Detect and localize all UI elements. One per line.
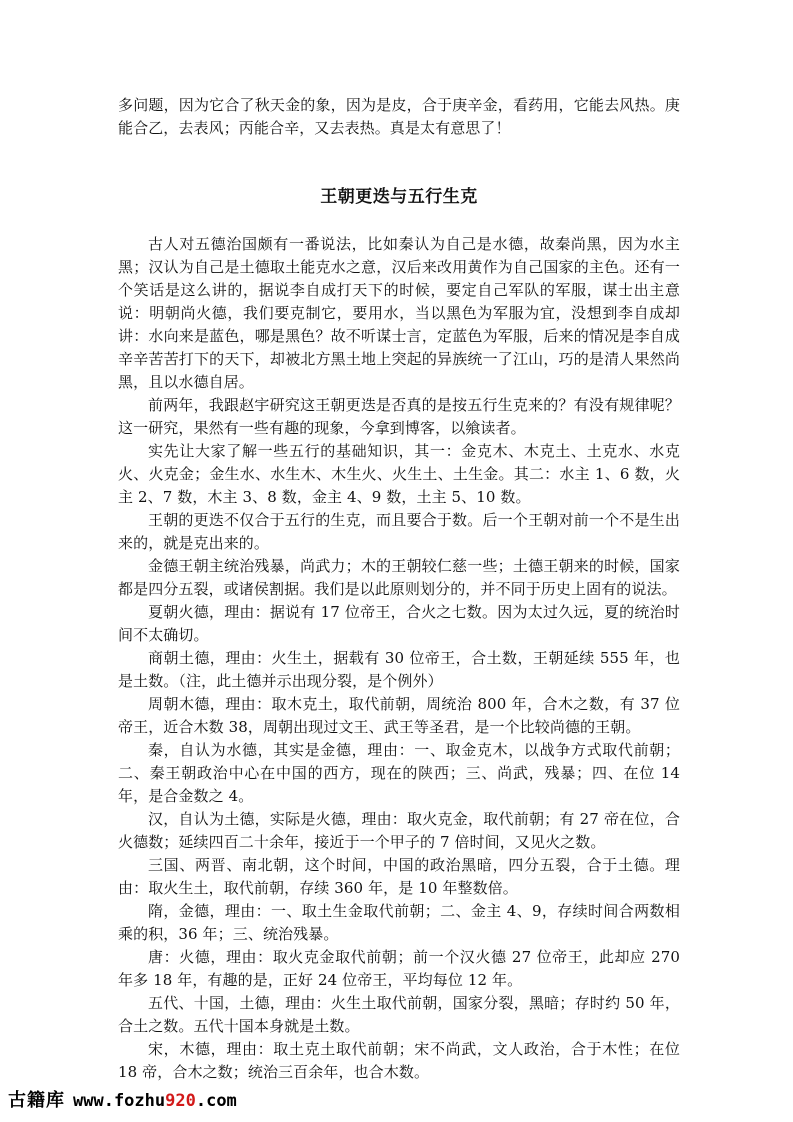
body-paragraph: 宋，木德，理由：取土克土取代前朝；宋不尚武，文人政治，合于木性；在位 18 帝，合木之数；统治三百余年，也合木数。 xyxy=(118,1040,680,1081)
site-url-suffix: .com xyxy=(195,1091,237,1111)
body-paragraph: 周朝木德，理由：取木克土，取代前朝，周统治 800 年，合木之数，有 37 位帝王，近合木数 38，周朝出现过文王、武王等圣君，是一个比较尚德的王朝。 xyxy=(118,695,680,736)
body-paragraph: 商朝土德，理由：火生土，据载有 30 位帝王，合土数，王朝延续 555 年，也是土数。（注，此土德并示出现分裂，是个例外） xyxy=(118,649,680,690)
site-url-accent: 920 xyxy=(165,1091,196,1111)
body-paragraph: 夏朝火德，理由：据说有 17 位帝王，合火之七数。因为太过久远，夏的统治时间不太确切。 xyxy=(118,603,680,644)
site-brand: 古籍库 xyxy=(8,1090,65,1111)
document-page xyxy=(118,94,680,1084)
intro-paragraph: 多问题，因为它合了秋天金的象，因为是皮，合于庚辛金，看药用，它能去风热。庚能合乙，去表风；丙能合辛，又去表热。真是太有意思了！ xyxy=(118,96,680,137)
article-title: 王朝更迭与五行生克 xyxy=(320,187,478,207)
body-paragraph: 实先让大家了解一些五行的基础知识，其一：金克木、木克土、土克水、水克火、火克金；金生水、水生木、木生火、火生土、土生金。其二：水主 1、6 数，火主 2、7 数，木主 3、8 数，金主 4、9 数，土主 5、10 数。 xyxy=(118,442,680,506)
body-paragraph: 古人对五德治国颇有一番说法，比如秦认为自己是水德，故秦尚黑，因为水主黑；汉认为自己是土德取土能克水之意，汉后来改用黄作为自己国家的主色。还有一个笑话是这么讲的，据说李自成打天下的时候，要定自己军队的军服，谋士出主意说：明朝尚火德，我们要克制它，要用水，当以黑色为军服为宜，没想到李自成却讲：水向来是蓝色，哪是黑色？故不听谋士言，定蓝色为军服，后来的情况是李自成辛辛苦苦打下的天下，却被北方黑土地上突起的异族统一了江山，巧的是清人果然尚黑，且以水德自居。 xyxy=(118,235,680,391)
site-url[interactable] xyxy=(73,1091,237,1111)
body-paragraph: 汉，自认为土德，实际是火德，理由：取火克金，取代前朝；有 27 帝在位，合火德数；延续四百二十余年，接近于一个甲子的 7 倍时间，又见火之数。 xyxy=(118,810,680,851)
site-url-prefix: www.fozhu xyxy=(73,1091,166,1111)
site-watermark xyxy=(8,1086,237,1114)
body-paragraph: 五代、十国，土德，理由：火生土取代前朝，国家分裂，黑暗；存时约 50 年，合土之数。五代十国本身就是土数。 xyxy=(118,994,680,1035)
body-paragraph: 王朝的更迭不仅合于五行的生克，而且要合于数。后一个王朝对前一个不是生出来的，就是克出来的。 xyxy=(118,511,680,552)
article-body xyxy=(118,233,680,1084)
body-paragraph: 秦，自认为水德，其实是金德，理由：一、取金克木，以战争方式取代前朝；二、秦王朝政治中心在中国的西方，现在的陕西；三、尚武，残暴；四、在位 14 年，是合金数之 4。 xyxy=(118,741,680,805)
body-paragraph: 隋，金德，理由：一、取土生金取代前朝；二、金主 4、9，存续时间合两数相乘的积，36 年；三、统治残暴。 xyxy=(118,902,680,943)
body-paragraph: 三国、两晋、南北朝，这个时间，中国的政治黑暗，四分五裂，合于土德。理由：取火生土，取代前朝，存续 360 年，是 10 年整数倍。 xyxy=(118,856,680,897)
body-paragraph: 金德王朝主统治残暴，尚武力；木的王朝较仁慈一些；土德王朝来的时候，国家都是四分五裂，或诸侯割据。我们是以此原则划分的，并不同于历史上固有的说法。 xyxy=(118,557,680,598)
intro-section xyxy=(118,94,680,140)
body-paragraph: 前两年，我跟赵宇研究这王朝更迭是否真的是按五行生克来的？有没有规律呢？这一研究，果然有一些有趣的现象，今拿到博客，以飨读者。 xyxy=(118,396,680,437)
body-paragraph: 唐：火德，理由：取火克金取代前朝；前一个汉火德 27 位帝王，此却应 270 年多 18 年，有趣的是，正好 24 位帝王，平均每位 12 年。 xyxy=(118,948,680,989)
